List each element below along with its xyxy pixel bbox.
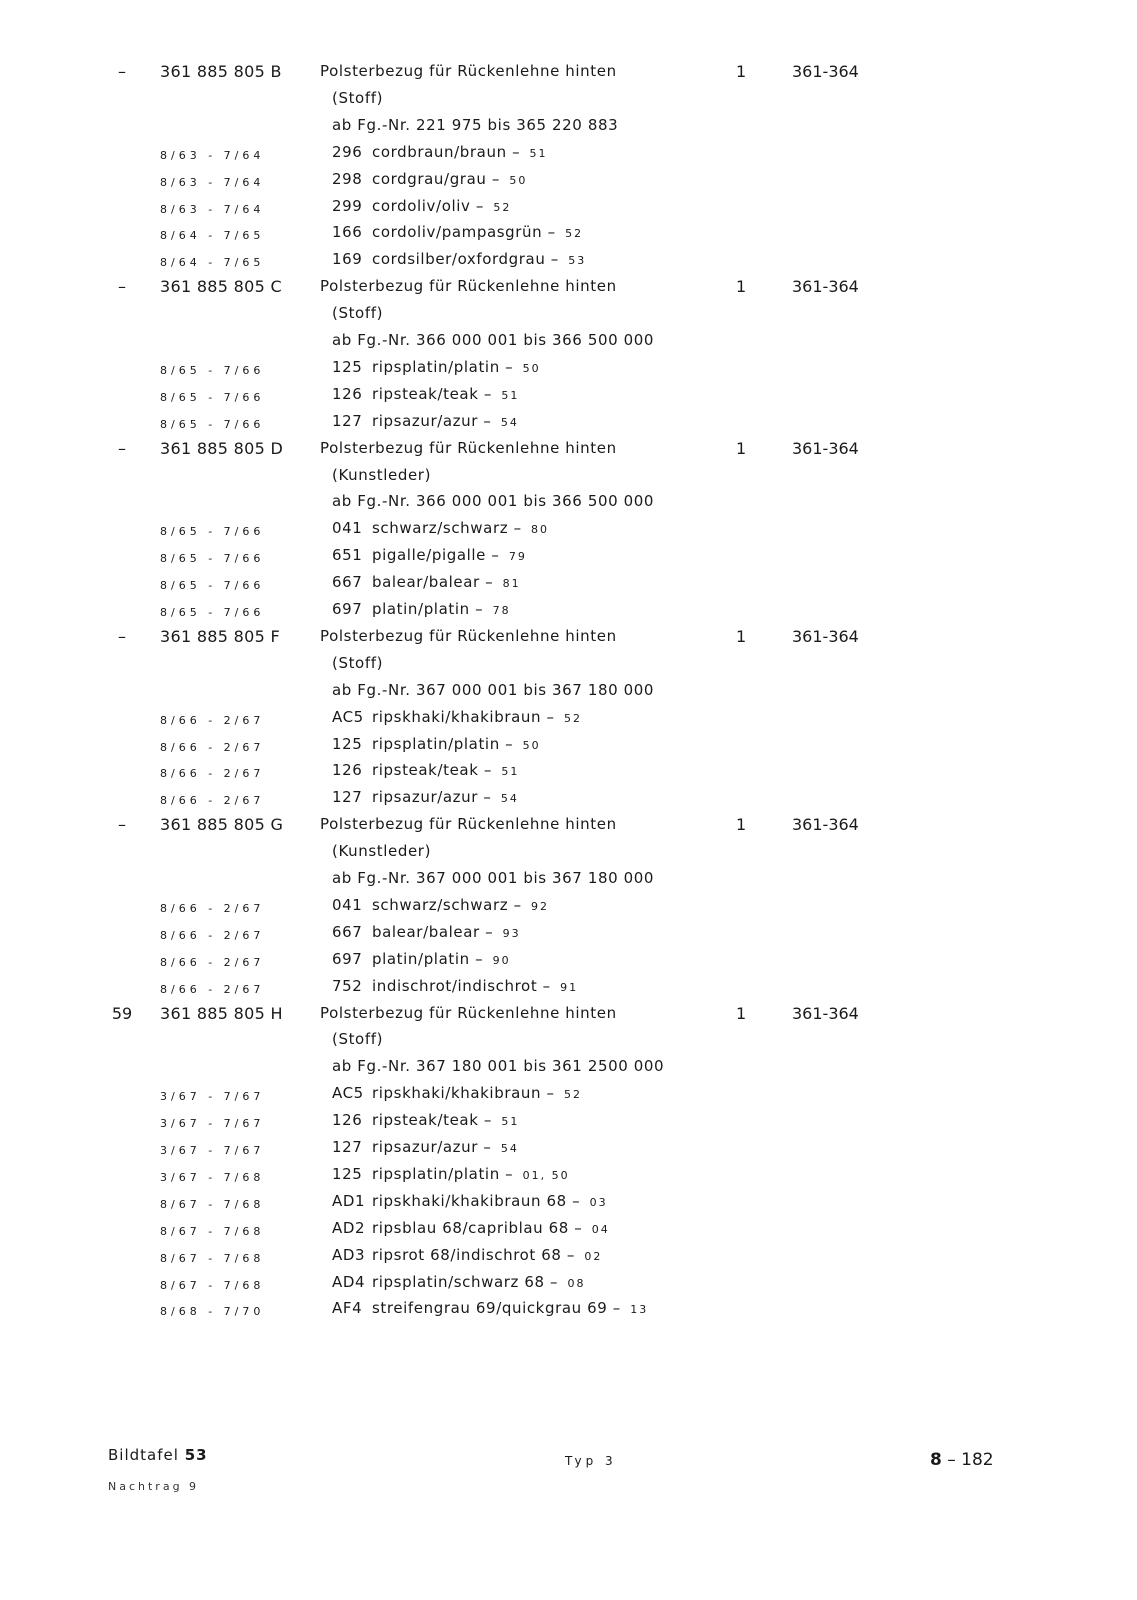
- variant-date: 8/68 - 7/70: [160, 1305, 265, 1319]
- page-range: 361-364: [792, 1003, 859, 1023]
- variant-code: 041: [332, 519, 363, 538]
- variant-dash: –: [566, 1191, 586, 1210]
- entry-range-row: [0, 492, 1137, 519]
- variant-dash: –: [469, 949, 489, 968]
- variant-dash: –: [545, 250, 565, 269]
- part-number: 361 885 805 F: [160, 626, 280, 646]
- variant-code: 126: [332, 384, 363, 403]
- variant-date: 8/64 - 7/65: [160, 229, 265, 243]
- variant-code: 125: [332, 357, 363, 376]
- variant-dash: –: [486, 546, 505, 565]
- page-range: 361-364: [792, 62, 859, 81]
- variant-name: ripsazur/azur: [372, 411, 479, 430]
- variant-description: [332, 1192, 608, 1210]
- variant-description: [332, 896, 549, 914]
- variant-code: 126: [332, 1111, 363, 1130]
- variant-date: 8/66 - 2/67: [160, 740, 265, 754]
- variant-description: [332, 385, 519, 403]
- variant-name: platin/platin: [372, 949, 470, 968]
- variant-name: ripsteak/teak: [372, 384, 479, 403]
- variant-date: 8/66 - 2/67: [160, 982, 265, 996]
- variant-date: 8/64 - 7/65: [160, 256, 265, 270]
- variant-date: 8/66 - 2/67: [160, 794, 265, 808]
- variant-ref: 52: [493, 200, 512, 214]
- variant-dash: –: [478, 411, 497, 430]
- variant-name: ripskhaki/khakibraun: [372, 707, 542, 726]
- variant-description: [332, 1138, 519, 1156]
- entry-material-row: [0, 1030, 1137, 1057]
- variant-code: 169: [332, 250, 363, 269]
- variant-dash: –: [478, 761, 498, 780]
- variant-row: [0, 1111, 1137, 1138]
- part-title: Polsterbezug für Rückenlehne hinten: [320, 277, 617, 296]
- variant-name: ripsazur/azur: [372, 1138, 479, 1156]
- variant-row: [0, 761, 1137, 788]
- variant-dash: –: [508, 519, 528, 538]
- variant-dash: –: [506, 142, 526, 161]
- variant-code: AC5: [332, 707, 364, 726]
- chassis-range: ab Fg.-Nr. 367 000 001 bis 367 180 000: [332, 680, 655, 699]
- quantity: 1: [736, 1003, 747, 1023]
- variant-row: [0, 1299, 1137, 1326]
- variant-dash: –: [508, 895, 528, 914]
- variant-code: AF4: [332, 1299, 363, 1318]
- material: (Stoff): [332, 653, 384, 672]
- variant-description: [332, 250, 586, 268]
- variant-code: 296: [332, 142, 363, 161]
- variant-row: [0, 977, 1137, 1004]
- variant-row: [0, 735, 1137, 762]
- entry-range-row: [0, 331, 1137, 358]
- variant-code: 041: [332, 895, 363, 914]
- variant-row: [0, 170, 1137, 197]
- variant-date: 8/63 - 7/64: [160, 175, 265, 189]
- variant-dash: –: [537, 976, 557, 995]
- variant-description: [332, 1273, 586, 1291]
- variant-row: [0, 143, 1137, 170]
- variant-row: [0, 546, 1137, 573]
- variant-name: cordoliv/pampasgrün: [372, 223, 543, 242]
- variant-ref: 90: [492, 953, 511, 967]
- variant-name: ripsazur/azur: [372, 788, 479, 807]
- variant-dash: –: [499, 357, 519, 376]
- part-title: Polsterbezug für Rückenlehne hinten: [320, 1003, 617, 1022]
- chassis-range: ab Fg.-Nr. 366 000 001 bis 366 500 000: [332, 331, 655, 349]
- entry-material-row: [0, 842, 1137, 869]
- variant-code: 651: [332, 546, 363, 565]
- position-number: –: [118, 277, 126, 297]
- variant-code: 697: [332, 949, 363, 968]
- variant-description: [332, 358, 541, 376]
- variant-dash: –: [478, 788, 497, 807]
- quantity: 1: [736, 815, 747, 835]
- quantity: 1: [736, 438, 747, 458]
- variant-description: [332, 735, 541, 753]
- page-num: 182: [961, 1450, 994, 1470]
- variant-date: 8/65 - 7/66: [160, 579, 265, 593]
- variant-code: 127: [332, 1138, 363, 1156]
- variant-name: cordsilber/oxfordgrau: [372, 250, 546, 269]
- variant-dash: –: [561, 1245, 581, 1264]
- variant-ref: 80: [531, 523, 550, 537]
- variant-name: indischrot/indischrot: [372, 976, 538, 995]
- variant-ref: 51: [529, 146, 548, 160]
- material: (Stoff): [332, 88, 384, 107]
- variant-description: [332, 573, 521, 591]
- supplement-note: Nachtrag 9: [108, 1480, 200, 1493]
- variant-code: 697: [332, 600, 363, 618]
- variant-row: [0, 519, 1137, 546]
- variant-name: ripsplatin/platin: [372, 1164, 500, 1183]
- variant-ref: 50: [509, 173, 528, 187]
- variant-row: [0, 1084, 1137, 1111]
- material: (Stoff): [332, 304, 384, 323]
- variant-row: [0, 223, 1137, 250]
- part-number: 361 885 805 H: [160, 1003, 283, 1023]
- variant-row: [0, 896, 1137, 923]
- variant-date: 3/67 - 7/68: [160, 1170, 265, 1184]
- part-title: Polsterbezug für Rückenlehne hinten: [320, 62, 617, 80]
- variant-date: 8/65 - 7/66: [160, 606, 265, 619]
- variant-code: 298: [332, 169, 363, 188]
- variant-row: [0, 250, 1137, 277]
- page-range: 361-364: [792, 438, 859, 458]
- entry-header-row: [0, 627, 1137, 654]
- variant-description: [332, 1165, 570, 1183]
- variant-code: 752: [332, 976, 363, 995]
- page-dash: –: [947, 1450, 962, 1470]
- variant-name: schwarz/schwarz: [372, 519, 509, 538]
- variant-row: [0, 197, 1137, 224]
- variant-name: cordgrau/grau: [372, 169, 487, 188]
- variant-dash: –: [478, 1111, 498, 1130]
- variant-row: [0, 1165, 1137, 1192]
- variant-code: AD1: [332, 1191, 366, 1210]
- page-range: 361-364: [792, 626, 859, 646]
- variant-date: 3/67 - 7/67: [160, 1144, 265, 1157]
- material: (Stoff): [332, 1030, 384, 1049]
- variant-code: 125: [332, 1164, 363, 1183]
- variant-date: 8/65 - 7/66: [160, 552, 265, 566]
- position-number: –: [118, 815, 126, 835]
- variant-row: [0, 600, 1137, 627]
- variant-name: platin/platin: [372, 600, 470, 618]
- variant-dash: –: [542, 223, 562, 242]
- variant-ref: 04: [591, 1222, 610, 1236]
- variant-name: balear/balear: [372, 573, 480, 592]
- entry-material-row: [0, 466, 1137, 493]
- variant-description: [332, 977, 578, 995]
- plate-label: Bildtafel: [108, 1446, 179, 1464]
- variant-ref: 02: [584, 1249, 603, 1263]
- variant-ref: 54: [500, 415, 519, 429]
- variant-dash: –: [470, 196, 490, 215]
- entry-range-row: [0, 869, 1137, 896]
- variant-ref: 51: [501, 1115, 520, 1129]
- variant-date: 8/67 - 7/68: [160, 1251, 265, 1265]
- variant-ref: 52: [563, 711, 582, 725]
- variant-name: ripsplatin/schwarz 68: [372, 1272, 545, 1291]
- variant-description: [332, 197, 511, 215]
- variant-code: 126: [332, 761, 363, 780]
- page-range: 361-364: [792, 815, 859, 835]
- variant-dash: –: [541, 1084, 560, 1103]
- position-number: –: [118, 626, 126, 646]
- variant-name: ripsblau 68/capriblau 68: [372, 1218, 569, 1237]
- material: (Kunstleder): [332, 842, 432, 861]
- variant-ref: 52: [563, 1088, 582, 1102]
- variant-date: 8/66 - 2/67: [160, 955, 265, 969]
- page-prefix: 8: [930, 1450, 942, 1470]
- chassis-range: ab Fg.-Nr. 367 000 001 bis 367 180 000: [332, 869, 655, 887]
- variant-dash: –: [486, 169, 506, 188]
- variant-ref: 51: [501, 765, 520, 779]
- variant-date: 8/67 - 7/68: [160, 1224, 265, 1238]
- variant-description: [332, 600, 511, 618]
- variant-description: [332, 1246, 602, 1264]
- variant-description: [332, 950, 511, 968]
- variant-description: [332, 1219, 610, 1237]
- variant-date: 3/67 - 7/67: [160, 1117, 265, 1131]
- variant-code: 125: [332, 734, 363, 753]
- variant-description: [332, 1299, 648, 1317]
- variant-dash: –: [469, 600, 489, 618]
- variant-dash: –: [568, 1218, 588, 1237]
- variant-description: [332, 546, 527, 564]
- variant-ref: 08: [567, 1276, 586, 1290]
- page-range: 361-364: [792, 277, 859, 297]
- variant-row: [0, 1273, 1137, 1300]
- variant-code: AC5: [332, 1084, 364, 1103]
- variant-ref: 93: [502, 926, 521, 940]
- variant-name: cordbraun/braun: [372, 142, 507, 161]
- entry-material-row: [0, 654, 1137, 681]
- variant-row: [0, 573, 1137, 600]
- entry-range-row: [0, 1057, 1137, 1084]
- entry-material-row: [0, 304, 1137, 331]
- position-number: –: [118, 438, 126, 458]
- variant-description: [332, 788, 519, 806]
- variant-ref: 01, 50: [522, 1168, 570, 1182]
- entry-material-row: [0, 89, 1137, 116]
- variant-date: 8/63 - 7/64: [160, 148, 265, 162]
- part-number: 361 885 805 D: [160, 438, 284, 458]
- variant-ref: 81: [502, 577, 521, 591]
- chassis-range: ab Fg.-Nr. 366 000 001 bis 366 500 000: [332, 492, 655, 511]
- entry-header-row: [0, 1004, 1137, 1031]
- variant-name: ripskhaki/khakibraun 68: [372, 1191, 567, 1210]
- plate-reference: [108, 1446, 208, 1464]
- variant-description: [332, 143, 548, 161]
- variant-dash: –: [478, 384, 498, 403]
- variant-dash: –: [499, 734, 519, 753]
- variant-code: 667: [332, 573, 363, 592]
- variant-description: [332, 412, 519, 430]
- variant-name: ripsteak/teak: [372, 761, 479, 780]
- variant-name: streifengrau 69/quickgrau 69: [372, 1299, 608, 1318]
- variant-ref: 91: [560, 980, 579, 994]
- variant-row: [0, 1192, 1137, 1219]
- variant-name: ripsplatin/platin: [372, 734, 500, 753]
- variant-date: 8/65 - 7/66: [160, 525, 265, 539]
- variant-description: [332, 761, 519, 779]
- part-number: 361 885 805 B: [160, 62, 282, 81]
- variant-code: 127: [332, 411, 363, 430]
- variant-date: 8/67 - 7/68: [160, 1278, 265, 1292]
- quantity: 1: [736, 626, 747, 646]
- variant-code: 667: [332, 922, 363, 941]
- variant-dash: –: [544, 1272, 564, 1291]
- entry-header-row: [0, 62, 1137, 89]
- variant-row: [0, 923, 1137, 950]
- entry-range-row: [0, 681, 1137, 708]
- variant-code: AD4: [332, 1272, 366, 1291]
- page-number: [930, 1450, 994, 1470]
- variant-dash: –: [479, 922, 499, 941]
- variant-ref: 51: [501, 388, 520, 402]
- variant-dash: –: [541, 707, 560, 726]
- variant-date: 8/65 - 7/66: [160, 390, 265, 404]
- variant-ref: 52: [565, 227, 584, 241]
- variant-ref: 92: [531, 899, 550, 913]
- variant-date: 3/67 - 7/67: [160, 1090, 265, 1104]
- part-title: Polsterbezug für Rückenlehne hinten: [320, 626, 617, 645]
- quantity: 1: [736, 62, 747, 81]
- variant-row: [0, 1219, 1137, 1246]
- variant-dash: –: [479, 573, 499, 592]
- variant-name: pigalle/pigalle: [372, 546, 486, 565]
- variant-row: [0, 412, 1137, 439]
- part-title: Polsterbezug für Rückenlehne hinten: [320, 438, 617, 457]
- variant-description: [332, 519, 549, 537]
- variant-name: ripsteak/teak: [372, 1111, 479, 1130]
- variant-description: [332, 223, 583, 241]
- variant-row: [0, 708, 1137, 735]
- variant-date: 8/66 - 2/67: [160, 901, 265, 915]
- variant-date: 8/63 - 7/64: [160, 202, 265, 216]
- variant-row: [0, 1246, 1137, 1273]
- part-title: Polsterbezug für Rückenlehne hinten: [320, 815, 617, 834]
- variant-date: 8/66 - 2/67: [160, 928, 265, 942]
- variant-date: 8/66 - 2/67: [160, 713, 265, 727]
- variant-name: ripskhaki/khakibraun: [372, 1084, 542, 1103]
- variant-name: schwarz/schwarz: [372, 895, 509, 914]
- variant-row: [0, 385, 1137, 412]
- entry-range-row: [0, 116, 1137, 143]
- variant-ref: 54: [500, 1142, 519, 1155]
- variant-code: 299: [332, 196, 363, 215]
- variant-name: balear/balear: [372, 922, 480, 941]
- type-label: Typ 3: [565, 1454, 617, 1468]
- variant-name: cordoliv/oliv: [372, 196, 471, 215]
- entry-header-row: [0, 277, 1137, 304]
- variant-row: [0, 358, 1137, 385]
- variant-row: [0, 1138, 1137, 1165]
- variant-ref: 03: [589, 1195, 608, 1209]
- variant-ref: 50: [522, 361, 541, 375]
- variant-description: [332, 708, 582, 726]
- chassis-range: ab Fg.-Nr. 221 975 bis 365 220 883: [332, 115, 619, 134]
- entry-header-row: [0, 815, 1137, 842]
- plate-number: 53: [184, 1446, 208, 1464]
- variant-ref: 79: [508, 550, 527, 564]
- variant-name: ripsrot 68/indischrot 68: [372, 1245, 562, 1264]
- variant-date: 8/65 - 7/66: [160, 417, 265, 431]
- position-number: –: [118, 62, 126, 81]
- variant-ref: 78: [492, 604, 511, 617]
- variant-date: 8/67 - 7/68: [160, 1197, 265, 1211]
- variant-dash: –: [478, 1138, 497, 1156]
- variant-date: 8/66 - 2/67: [160, 767, 265, 781]
- chassis-range: ab Fg.-Nr. 367 180 001 bis 361 2500 000: [332, 1057, 665, 1076]
- variant-ref: 54: [500, 792, 519, 806]
- variant-date: 8/65 - 7/66: [160, 363, 265, 377]
- part-number: 361 885 805 G: [160, 815, 284, 835]
- variant-row: [0, 788, 1137, 815]
- variant-code: AD3: [332, 1245, 366, 1264]
- variant-code: 166: [332, 223, 363, 242]
- variant-description: [332, 1084, 582, 1102]
- position-number: 59: [111, 1003, 133, 1023]
- variant-dash: –: [499, 1164, 519, 1183]
- variant-description: [332, 923, 521, 941]
- material: (Kunstleder): [332, 465, 432, 484]
- variant-description: [332, 170, 527, 188]
- variant-ref: 50: [522, 738, 541, 752]
- quantity: 1: [736, 277, 747, 297]
- entry-header-row: [0, 439, 1137, 466]
- variant-dash: –: [607, 1299, 627, 1318]
- variant-ref: 13: [630, 1303, 649, 1317]
- part-number: 361 885 805 C: [160, 277, 282, 297]
- variant-code: 127: [332, 788, 363, 807]
- variant-description: [332, 1111, 519, 1129]
- variant-ref: 53: [568, 254, 587, 268]
- variant-code: AD2: [332, 1218, 366, 1237]
- variant-name: ripsplatin/platin: [372, 357, 500, 376]
- variant-row: [0, 950, 1137, 977]
